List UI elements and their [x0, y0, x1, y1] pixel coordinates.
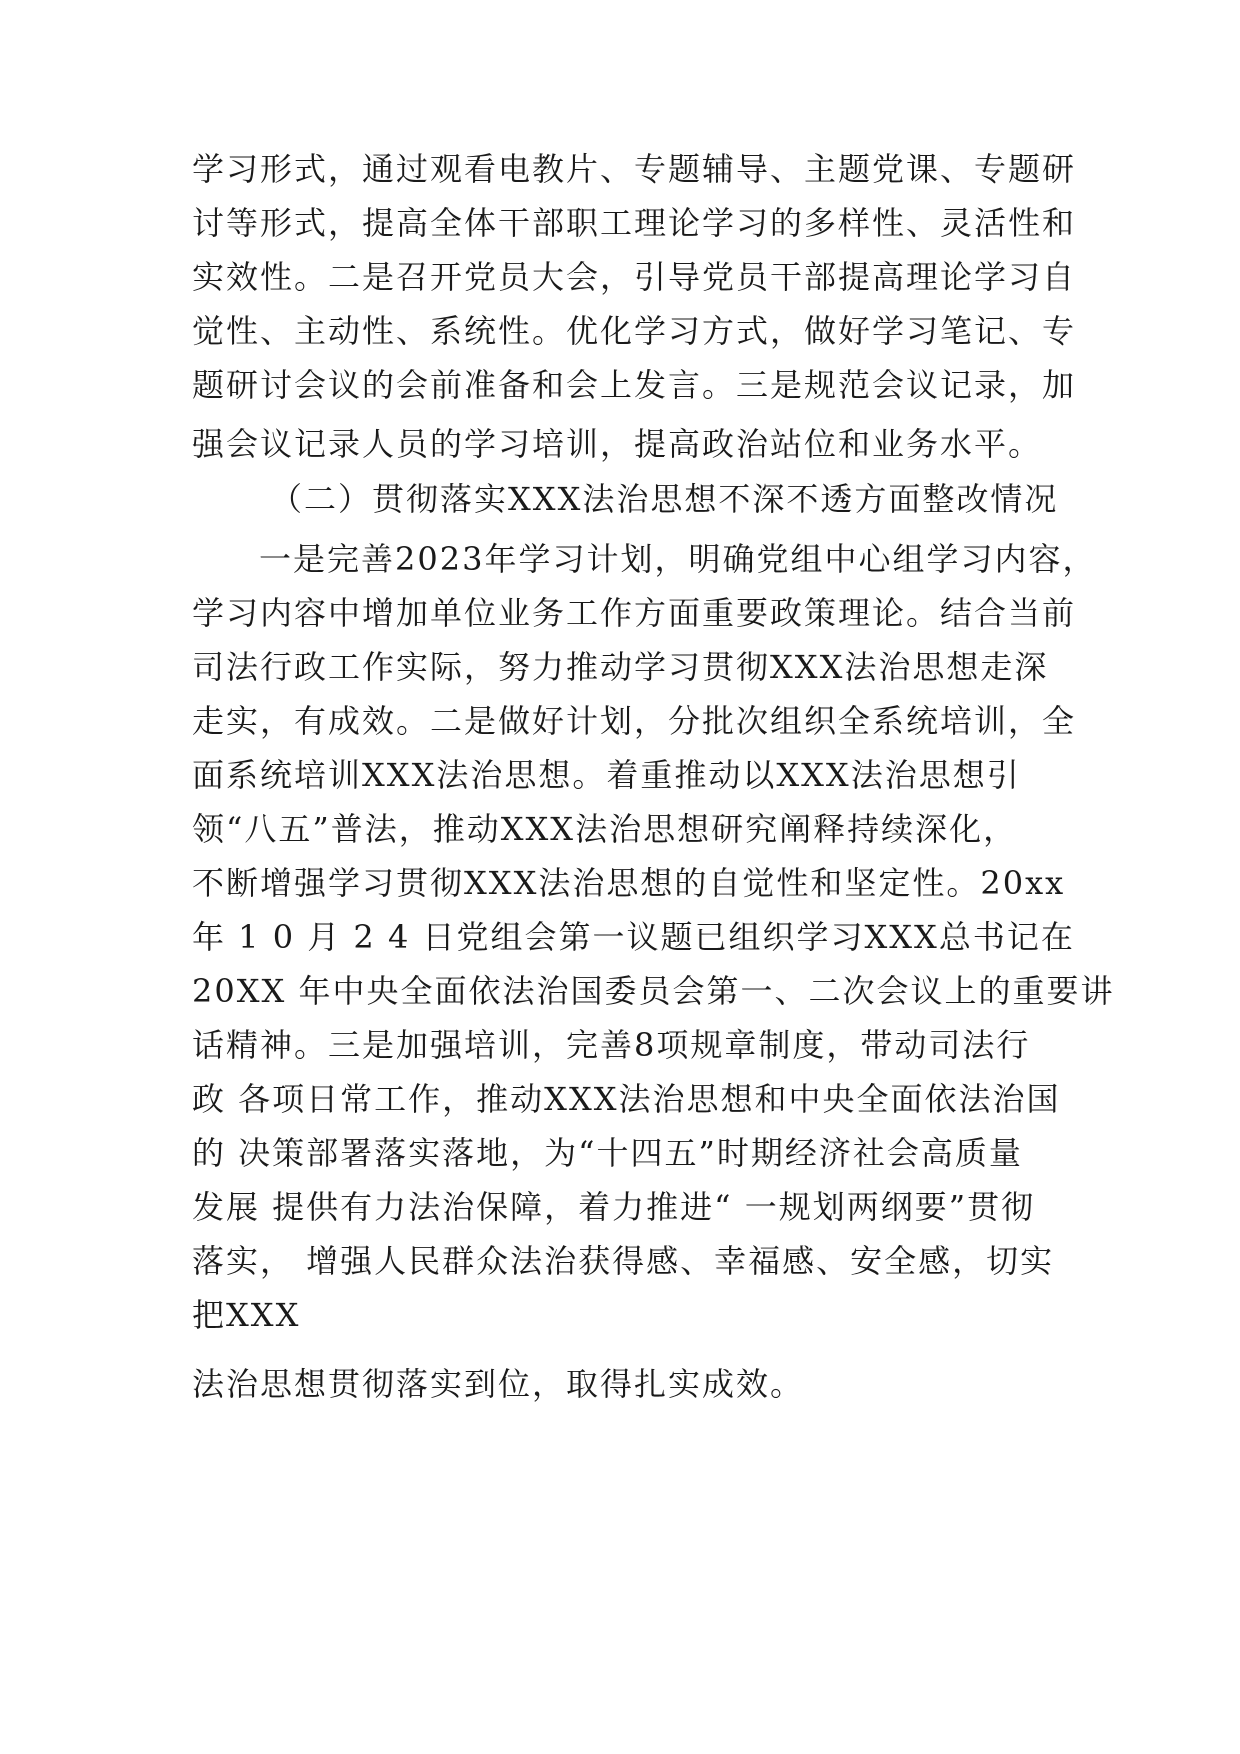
text-line: 走实，有成效。二是做好计划，分批次组织全系统培训，全 — [192, 702, 1077, 740]
text-line: 20XX 年中央全面依法治国委员会第一、二次会议上的重要讲 — [192, 972, 1115, 1010]
text-line: 学习内容中增加单位业务工作方面重要政策理论。结合当前 — [192, 594, 1077, 632]
text-line: 发展 提供有力法治保障，着力推进“ 一规划两纲要”贯彻 — [192, 1188, 1036, 1226]
text-line: 讨等形式，提高全体干部职工理论学习的多样性、灵活性和 — [192, 204, 1077, 242]
text-line: 年 1 0 月 2 4 日党组会第一议题已组织学习XXX总书记在 — [192, 918, 1075, 956]
text-line: 落实， 增强人民群众法治获得感、幸福感、安全感，切实 — [192, 1242, 1055, 1280]
text-line: 法治思想贯彻落实到位，取得扎实成效。 — [192, 1365, 805, 1403]
text-line: 话精神。三是加强培训，完善8项规章制度，带动司法行 — [192, 1026, 1031, 1064]
text-line: 强会议记录人员的学习培训，提高政治站位和业务水平。 — [192, 425, 1043, 463]
text-line: 司法行政工作实际，努力推动学习贯彻XXX法治思想走深 — [192, 648, 1049, 686]
text-line: 实效性。二是召开党员大会，引导党员干部提高理论学习自 — [192, 258, 1077, 296]
text-line: 学习形式，通过观看电教片、专题辅导、主题党课、专题研 — [192, 150, 1077, 188]
text-line: 觉性、主动性、系统性。优化学习方式，做好学习笔记、专 — [192, 312, 1077, 350]
text-line: 把XXX — [192, 1296, 301, 1334]
text-line: 题研讨会议的会前准备和会上发言。三是规范会议记录，加 — [192, 366, 1077, 404]
text-line: 一是完善2023年学习计划，明确党组中心组学习内容， — [259, 540, 1097, 578]
text-line: 不断增强学习贯彻XXX法治思想的自觉性和坚定性。20xx — [192, 864, 1066, 902]
section-heading: （二）贯彻落实XXX法治思想不深不透方面整改情况 — [270, 480, 1059, 518]
text-line: 政 各项日常工作，推动XXX法治思想和中央全面依法治国 — [192, 1080, 1061, 1118]
text-line: 领“八五”普法，推动XXX法治思想研究阐释持续深化， — [192, 810, 1018, 848]
text-line: 面系统培训XXX法治思想。着重推动以XXX法治思想引 — [192, 756, 1021, 794]
text-line: 的 决策部署落实落地，为“十四五”时期经济社会高质量 — [192, 1134, 1023, 1172]
